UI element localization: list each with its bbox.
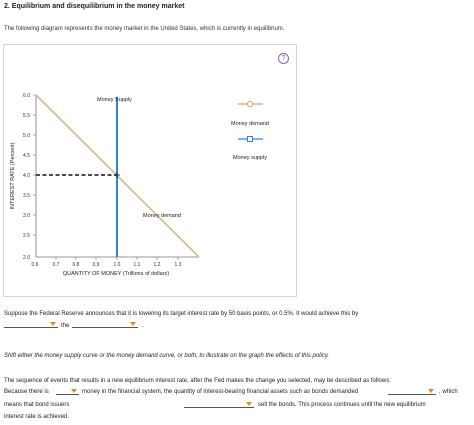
y-tick: 5.5 xyxy=(23,113,30,119)
y-tick: 2.0 xyxy=(23,255,30,261)
x-tick: 1.1 xyxy=(133,262,141,268)
legend-demand-label: Money demand xyxy=(231,121,269,127)
chevron-down-icon xyxy=(71,389,77,393)
question-text: Suppose the Federal Reserve announces that it is lowering its target interest rate by 50 basis points, or 0.5%. It would achieve this by xyxy=(4,311,359,317)
chevron-down-icon xyxy=(246,402,252,406)
bonds-demand-dropdown[interactable] xyxy=(388,388,436,395)
y-tick: 4.5 xyxy=(23,153,30,159)
chevron-down-icon xyxy=(50,322,56,326)
achieved-text: interest rate is achieved. xyxy=(4,414,70,420)
y-tick: 3.0 xyxy=(23,213,30,219)
x-tick: 0.9 xyxy=(92,262,100,268)
y-tick: 3.5 xyxy=(23,193,30,199)
because-text: Because there is xyxy=(4,389,49,395)
x-tick: 1.2 xyxy=(153,262,161,268)
money-demand-label: Money demand xyxy=(143,213,181,219)
chevron-down-icon xyxy=(428,389,434,393)
period-text: . xyxy=(142,323,144,329)
x-tick: 0.6 xyxy=(31,262,39,268)
money-in-text: money in the financial system, the quantity of interest-bearing financial assets such as bonds demanded xyxy=(82,389,359,395)
x-tick: 1.3 xyxy=(174,262,182,268)
y-tick: 2.5 xyxy=(23,233,30,239)
which-text: , which xyxy=(439,389,458,395)
sell-text: sell the bonds. This process continues until the new equilibrium xyxy=(258,402,426,408)
instruction-text: Shift either the money supply curve or the money demand curve, or both, to illustrate on the graph the effects of this policy. xyxy=(4,353,330,359)
money-supply-tool[interactable] xyxy=(238,137,263,142)
chevron-down-icon xyxy=(130,322,136,326)
y-tick-labels xyxy=(23,93,30,261)
question-heading: 2. Equilibrium and disequilibrium in the money market xyxy=(4,3,185,10)
the-label: the xyxy=(61,323,70,329)
intro-text: The following diagram represents the money market in the United States, which is currently in equilibrium. xyxy=(4,26,285,32)
x-axis-label: QUANTITY OF MONEY (Trillions of dollars) xyxy=(62,271,170,277)
x-tick-labels xyxy=(32,262,182,268)
y-tick: 6.0 xyxy=(23,93,30,99)
sequence-intro-text: The sequence of events that results in a new equilibrium interest rate, after the Fed makes the change you selected, may be described as follows: xyxy=(4,378,391,384)
money-supply-label: Money Supply xyxy=(97,97,132,103)
money-demand-tool[interactable] xyxy=(238,101,263,106)
x-tick: 0.8 xyxy=(72,262,80,268)
y-tick: 5.0 xyxy=(23,133,30,139)
help-icon[interactable]: ? xyxy=(278,53,289,64)
legend-supply-label: Money supply xyxy=(233,155,267,161)
bond-issuers-dropdown[interactable] xyxy=(184,401,254,408)
x-tick: 0.7 xyxy=(52,262,60,268)
means-text: means that bond issuers xyxy=(4,402,70,408)
rate-target-dropdown[interactable] xyxy=(72,321,138,328)
action-dropdown[interactable] xyxy=(4,321,58,328)
y-axis-label: INTEREST RATE (Percent) xyxy=(10,142,16,210)
x-tick: 1.0 xyxy=(113,262,121,268)
money-amount-dropdown[interactable] xyxy=(56,388,79,395)
y-tick: 4.0 xyxy=(23,173,30,179)
